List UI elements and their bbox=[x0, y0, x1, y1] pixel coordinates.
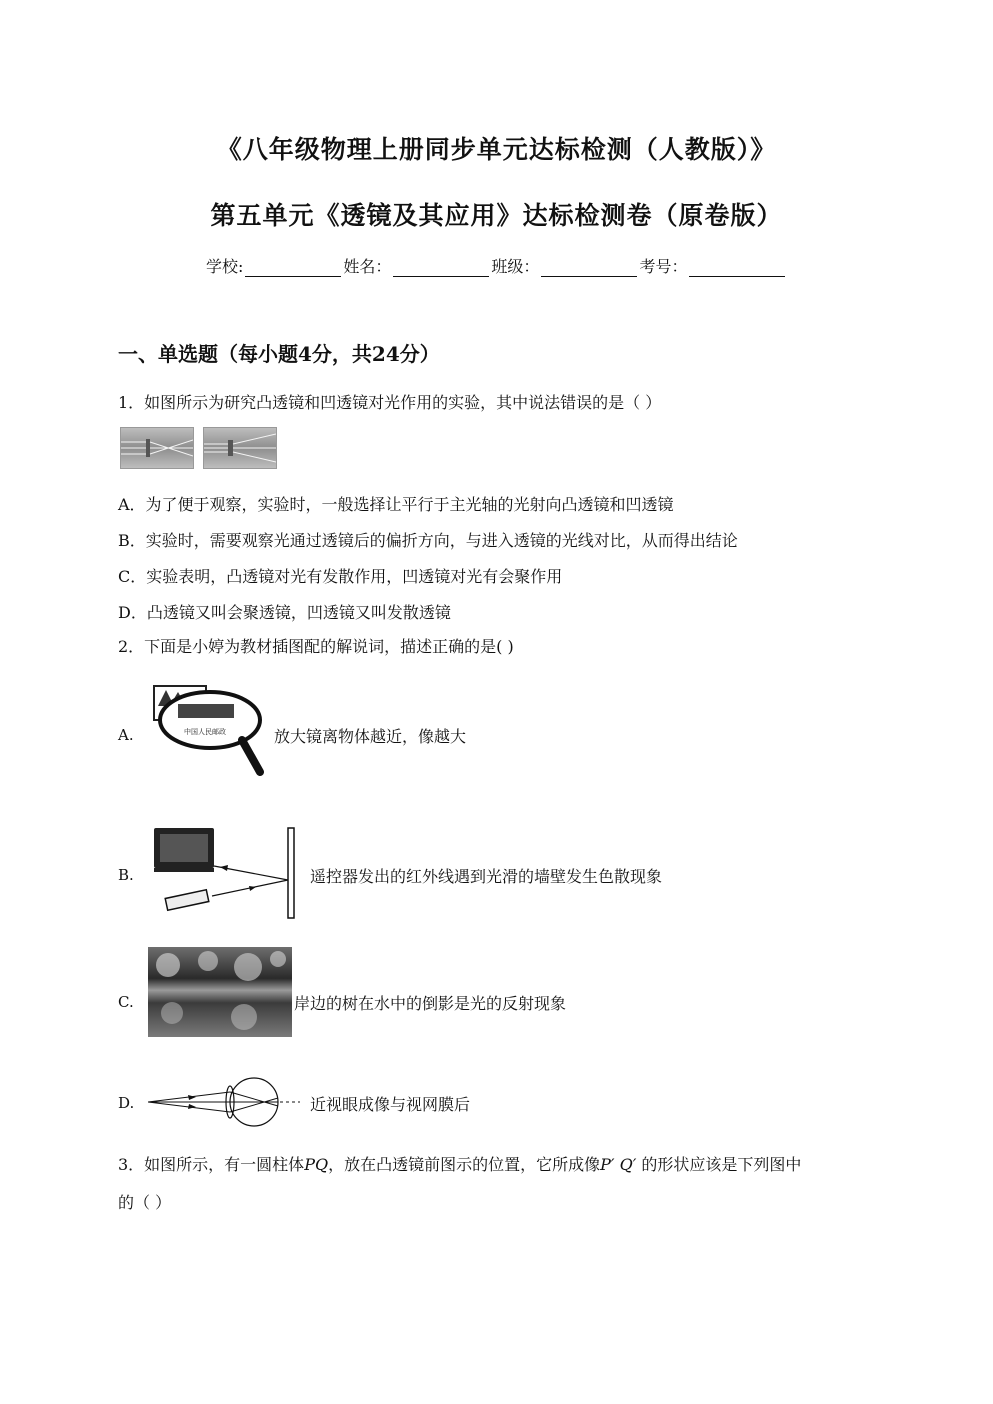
tree-reflection-texture bbox=[148, 947, 292, 1037]
exam-number-blank[interactable] bbox=[689, 258, 785, 277]
q3-text-3: 的形状应该是下列图中 bbox=[641, 1155, 802, 1174]
question-2-stem: 2．下面是小婷为教材插图配的解说词，描述正确的是( ) bbox=[118, 637, 514, 656]
name-label: 姓名： bbox=[343, 257, 392, 276]
q2-option-a-text: 放大镜离物体越近，像越大 bbox=[274, 727, 467, 746]
q2-option-d-text: 近视眼成像与视网膜后 bbox=[310, 1095, 471, 1114]
class-label: 班级： bbox=[491, 257, 540, 276]
q3-object-pq: PQ bbox=[304, 1155, 329, 1174]
convex-lens-rays bbox=[121, 428, 193, 468]
convex-lens-photo bbox=[120, 427, 194, 469]
q1-option-b: B．实验时，需要观察光通过透镜后的偏折方向，与进入透镜的光线对比，从而得出结论 bbox=[118, 531, 738, 550]
question-3-stem-line1 bbox=[118, 1154, 801, 1176]
q2-option-a-letter: A. bbox=[118, 726, 134, 744]
q1-option-c: C．实验表明，凸透镜对光有发散作用，凹透镜对光有会聚作用 bbox=[118, 567, 563, 586]
school-label: 学校: bbox=[206, 257, 244, 276]
q1-option-d: D．凸透镜又叫会聚透镜，凹透镜又叫发散透镜 bbox=[118, 603, 451, 622]
magnifier-stamp-figure bbox=[148, 676, 266, 778]
q2-option-d-letter: D. bbox=[118, 1094, 135, 1112]
document-title: 《八年级物理上册同步单元达标检测（人教版）》 bbox=[216, 135, 777, 164]
document-subtitle: 第五单元《透镜及其应用》达标检测卷（原卷版） bbox=[210, 201, 783, 230]
question-3-stem-line2: 的（ ） bbox=[118, 1193, 172, 1212]
question-1-stem: 1．如图所示为研究凸透镜和凹透镜对光作用的实验，其中说法错误的是（ ） bbox=[118, 393, 662, 412]
school-blank[interactable] bbox=[245, 258, 341, 277]
q2-option-c-letter: C. bbox=[118, 993, 134, 1011]
q2-option-c-text: 岸边的树在水中的倒影是光的反射现象 bbox=[294, 994, 567, 1013]
exam-number-label: 考号： bbox=[639, 257, 688, 276]
concave-lens-photo bbox=[203, 427, 277, 469]
tree-reflection-photo bbox=[148, 947, 292, 1037]
q2-option-b-letter: B. bbox=[118, 866, 134, 884]
q3-text-2: ，放在凸透镜前图示的位置，它所成像 bbox=[328, 1155, 601, 1174]
concave-lens-rays bbox=[204, 428, 276, 468]
q1-option-a: A．为了便于观察，实验时，一般选择让平行于主光轴的光射向凸透镜和凹透镜 bbox=[118, 495, 674, 514]
name-blank[interactable] bbox=[393, 258, 489, 277]
student-info-fields bbox=[206, 254, 787, 277]
q2-option-b-text: 遥控器发出的红外线遇到光滑的墙壁发生色散现象 bbox=[310, 867, 663, 886]
stamp-text: 中国人民邮政 bbox=[184, 728, 226, 736]
section-heading: 一、单选题（每小题4分，共24分） bbox=[118, 342, 440, 366]
q3-text-1: 3．如图所示，有一圆柱体 bbox=[118, 1155, 305, 1174]
q3-image-pq: P′ Q′ bbox=[600, 1155, 637, 1174]
eye-diagram bbox=[148, 1076, 304, 1128]
tv-remote-figure bbox=[152, 826, 302, 920]
class-blank[interactable] bbox=[541, 258, 637, 277]
